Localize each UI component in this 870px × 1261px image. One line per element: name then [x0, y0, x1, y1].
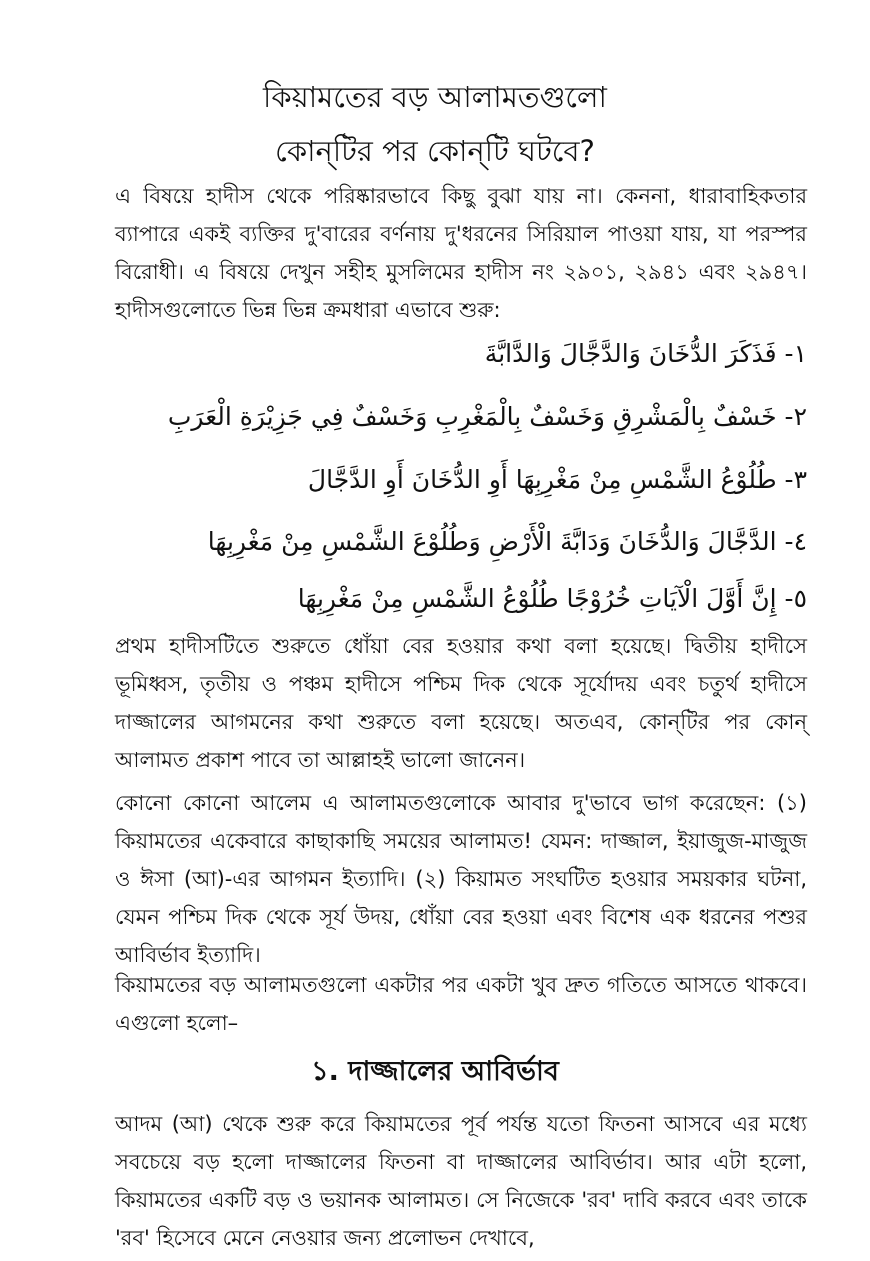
intro-paragraph: এ বিষয়ে হাদীস থেকে পরিষ্কারভাবে কিছু বুঝা যায় না। কেননা, ধারাবাহিকতার ব্যাপারে একই ব্যক্তির দু'বারের বর্ণনায় দু'ধরনের সিরিয়াল পাওয়া যায়, যা পরস্পর বিরোধী। এ বিষয়ে দেখুন সহীহ মুসলিমের হাদীস নং ২৯০১, ২৯৪১ এবং ২৯৪৭। হাদীসগুলোতে ভিন্ন ভিন্ন ক্রমধারা এভাবে শুরু:: [115, 184, 807, 322]
arabic-hadith-line-5: ٥- إِنَّ أَوَّلَ الْآيَاتِ خُرُوْجًا طُلُوْعُ الشَّمْسِ مِنْ مَغْرِبِهَا: [297, 584, 807, 613]
arabic-hadith-line-2: ٢- خَسْفٌ بِالْمَشْرِقِ وَخَسْفٌ بِالْمَغْرِبِ وَخَسْفٌ فِي جَزِيْرَةِ الْعَرَبِ: [167, 402, 807, 431]
section-heading: ১. দাজ্জালের আবির্ভাব: [311, 1056, 559, 1087]
arabic-hadith-line-4: ٤- الدَّجَّالَ وَالدُّخَانَ وَدَابَّةَ الْأَرْضِ وَطُلُوْعَ الشَّمْسِ مِنْ مَغْرِبِهَا: [207, 527, 807, 556]
explanation-paragraph: প্রথম হাদীসটিতে শুরুতে ধোঁয়া বের হওয়ার কথা বলা হয়েছে। দ্বিতীয় হাদীসে ভূমিধ্বস, তৃতীয় ও পঞ্চম হাদীসে পশ্চিম দিক থেকে সূর্যোদয় এবং চতুর্থ হাদীসে দাজ্জালের আগমনের কথা শুরুতে বলা হয়েছে। অতএব, কোন্‌টির পর কোন্‌ আলামত প্রকাশ পাবে তা আল্লাহই ভালো জানেন।: [115, 634, 807, 772]
arabic-hadith-line-3: ٣- طُلُوْعُ الشَّمْسِ مِنْ مَغْرِبِهَا أَوِ الدُّخَانَ أَوِ الدَّجَّالَ: [307, 465, 807, 494]
classification-paragraph: কোনো কোনো আলেম এ আলামতগুলোকে আবার দু'ভাবে ভাগ করেছেন: (১) কিয়ামতের একেবারে কাছাকাছি সময়ের আলামত! যেমন: দাজ্জাল, ইয়াজুজ-মাজুজ ও ঈসা (আ)-এর আগমন ইত্যাদি। (২) কিয়ামত সংঘটিত হওয়ার সময়কার ঘটনা, যেমন পশ্চিম দিক থেকে সূর্য উদয়, ধোঁয়া বের হওয়া এবং বিশেষ এক ধরনের পশুর আবির্ভাব ইত্যাদি।: [115, 791, 807, 967]
page-subtitle: কোন্‌টির পর কোন্‌টি ঘটবে?: [275, 134, 595, 168]
dajjal-paragraph: আদম (আ) থেকে শুরু করে কিয়ামতের পূর্ব পর্যন্ত যতো ফিতনা আসবে এর মধ্যে সবচেয়ে বড় হলো দাজ্জালের ফিতনা বা দাজ্জালের আবির্ভাব। আর এটা হলো, কিয়ামতের একটি বড় ও ভয়ানক আলামত। সে নিজেকে 'রব' দাবি করবে এবং তাকে 'রব' হিসেবে মেনে নেওয়ার জন্য প্রলোভন দেখাবে,: [115, 1112, 807, 1250]
arabic-hadith-line-1: ١- فَذَكَرَ الدُّخَانَ وَالدَّجَّالَ وَالدَّابَّةَ: [484, 339, 807, 368]
sequence-paragraph: কিয়ামতের বড় আলামতগুলো একটার পর একটা খুব দ্রুত গতিতে আসতে থাকবে। এগুলো হলো–: [115, 973, 807, 1035]
page-title: কিয়ামতের বড় আলামতগুলো: [263, 80, 607, 114]
